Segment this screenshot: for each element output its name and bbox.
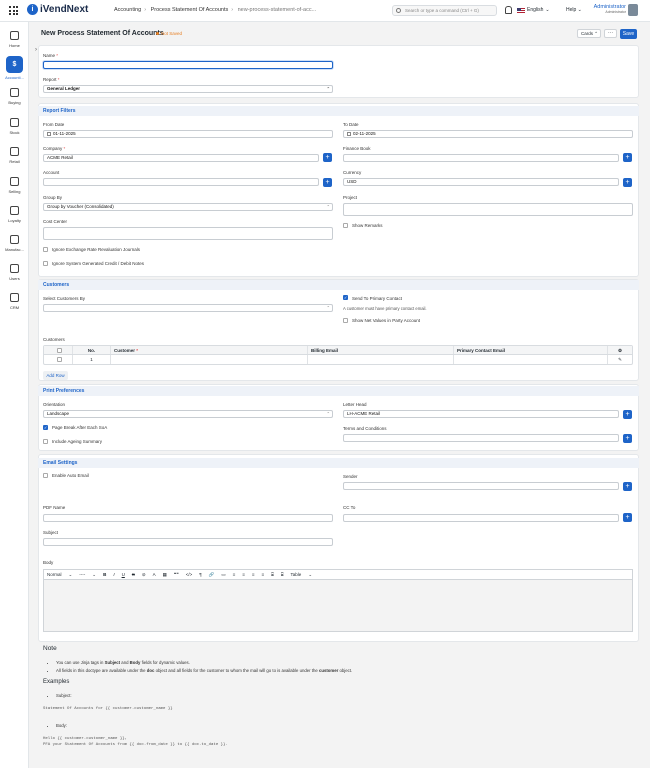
currency-input[interactable]: USD — [343, 178, 619, 186]
project-input[interactable] — [343, 203, 633, 216]
body-code-line: Hello {{ customer.customer_name }}, — [43, 737, 128, 741]
link-icon[interactable]: 🔗 — [208, 572, 215, 577]
cc-to-label: CC To — [343, 505, 356, 510]
sender-label: Sender — [343, 474, 358, 479]
editor-toolbar: Normal ⌄ ---- ⌄ B I U S ⊘ A ▦ ❝❞ </> ¶ 🔗 ▭ ≡ ≡ ≡ ≡ ⌸ ⌸ Table ⌄ — [43, 569, 633, 579]
breadcrumb-current: new-process-statement-of-acc... — [237, 7, 317, 13]
bold-icon[interactable]: B — [103, 572, 107, 577]
name-label: Name * — [43, 53, 59, 58]
subject-input[interactable] — [43, 538, 333, 546]
sidebar-toggle-icon[interactable]: › — [35, 47, 37, 53]
print-preferences-heading: Print Preferences — [38, 386, 639, 396]
breadcrumb-doctype[interactable]: Process Statement Of Accounts — [150, 7, 229, 13]
cc-to-input[interactable] — [343, 514, 619, 522]
us-flag-icon — [517, 8, 525, 13]
letter-head-label: Letter Head — [343, 402, 367, 407]
orientation-select[interactable]: Landscape ⌃ — [43, 410, 333, 418]
store-icon — [10, 147, 19, 156]
billing-email-cell[interactable] — [308, 355, 454, 364]
account-label: Account — [43, 170, 60, 175]
sidebar-item-manufacturing[interactable]: Manufac... — [0, 235, 29, 252]
pdf-name-input[interactable] — [43, 514, 333, 522]
terms-add-button[interactable]: + — [623, 434, 632, 443]
help-menu[interactable]: Help ⌄ — [566, 7, 582, 13]
sidebar-item-retail[interactable]: Retail — [0, 147, 29, 164]
select-customers-by-select[interactable] — [43, 304, 333, 312]
calendar-icon — [47, 132, 51, 136]
calendar-icon — [347, 132, 351, 136]
company-label: Company * — [43, 146, 66, 151]
add-row-button[interactable]: Add Row — [43, 371, 68, 380]
example-subject: • Subject: Statement Of Accounts for {{ customer.customer_name }} — [56, 693, 633, 711]
avatar[interactable] — [628, 4, 638, 16]
settings-icon[interactable]: ⚙ — [617, 348, 623, 353]
customers-heading: Customers — [38, 280, 639, 290]
outdent-icon[interactable]: ⌸ — [280, 572, 284, 577]
subject-code: Statement Of Accounts for {{ customer.customer_name }} — [43, 707, 173, 711]
format-select[interactable]: Normal — [47, 572, 62, 577]
sidebar — [0, 22, 29, 768]
to-date-label: To Date — [343, 122, 359, 127]
group-by-label: Group By — [43, 195, 63, 200]
terms-label: Terms and Conditions — [343, 426, 387, 431]
email-settings-heading: Email Settings — [38, 458, 639, 468]
sidebar-item-loyalty[interactable]: Loyalty — [0, 206, 29, 223]
bell-icon[interactable] — [505, 6, 512, 14]
terms-input[interactable] — [343, 434, 619, 442]
letter-head-add-button[interactable]: + — [623, 410, 632, 419]
quote-icon[interactable]: ❝❞ — [173, 572, 179, 577]
primary-email-cell[interactable] — [454, 355, 608, 364]
finance-book-label: Finance Book — [343, 146, 371, 151]
customers-table — [43, 345, 633, 365]
box-icon — [10, 118, 19, 127]
table-row[interactable]: 1 ✎ — [44, 355, 632, 364]
cart-icon — [10, 88, 19, 97]
check-list-icon[interactable]: ≡ — [251, 572, 255, 577]
sidebar-item-accounting[interactable]: $ Accounti... — [0, 56, 29, 80]
include-ageing-label: Include Ageing Summary — [52, 439, 103, 444]
breadcrumb: Accounting › Process Statement Of Accounts › new-process-statement-of-acc... — [114, 7, 317, 13]
customer-cell[interactable] — [111, 355, 308, 364]
table-header: No. Customer * Billing Email Primary Contact Email ⚙ — [44, 346, 632, 355]
send-to-primary-label: Send To Primary Contact — [352, 296, 402, 301]
search-icon — [396, 8, 401, 13]
sidebar-item-stock[interactable]: Stock — [0, 118, 29, 135]
image-icon[interactable]: ▭ — [221, 572, 226, 577]
finance-book-input[interactable] — [343, 154, 619, 162]
enable-auto-email-label: Enable Auto Email — [52, 473, 89, 478]
bullet-list-icon[interactable]: ≡ — [242, 572, 245, 577]
dollar-icon: $ — [6, 56, 23, 73]
align-icon[interactable]: ≡ — [261, 572, 265, 577]
show-net-values-label: Show Net Values in Party Account — [352, 318, 420, 323]
from-date-label: From Date — [43, 122, 65, 127]
subject-label: Subject — [43, 530, 59, 535]
ordered-list-icon[interactable]: ≡ — [232, 572, 236, 577]
ignore-sgcdn-checkbox[interactable] — [43, 261, 48, 266]
example-body: • Body: Hello {{ customer.customer_name }}, PFA your Statement Of Accounts from {{ doc.from_date }} to {{ doc.to_date }}. — [56, 723, 633, 747]
include-ageing-checkbox[interactable] — [43, 439, 48, 444]
underline-icon[interactable]: U — [121, 572, 125, 577]
examples-title: Examples — [43, 679, 70, 685]
orientation-label: Orientation — [43, 402, 66, 407]
users-icon — [10, 264, 19, 273]
note-item: • You can use Jinja tags in Subject and Body fields for dynamic values. — [56, 660, 633, 665]
indent-icon[interactable]: ⌸ — [271, 572, 274, 577]
account-input[interactable] — [43, 178, 319, 186]
send-to-primary-checkbox[interactable]: ✓ — [344, 295, 348, 300]
show-remarks-checkbox[interactable] — [343, 223, 348, 228]
currency-label: Currency — [343, 170, 362, 175]
breadcrumb-accounting[interactable]: Accounting — [114, 7, 142, 13]
pdf-name-label: PDF Name — [43, 505, 66, 510]
ignore-sgcdn-label: Ignore System Generated Credit / Debit Notes — [52, 261, 145, 266]
to-date-input[interactable]: 02-11-2025 — [343, 130, 633, 138]
row-checkbox[interactable] — [57, 357, 62, 362]
card-icon — [10, 206, 19, 215]
project-label: Project — [343, 195, 358, 200]
factory-icon — [10, 235, 19, 244]
group-by-select[interactable]: Group by Voucher (Consolidated) ⌃ — [43, 203, 333, 211]
paragraph-icon[interactable]: ¶ — [199, 572, 202, 577]
search-input[interactable]: Search or type a command (Ctrl + G) — [392, 5, 497, 16]
bg-color-icon[interactable]: ▦ — [162, 572, 167, 577]
body-code-line: PFA your Statement Of Accounts from {{ doc.from_date }} to {{ doc.to_date }}. — [43, 743, 228, 747]
language-selector[interactable]: English ⌄ — [517, 7, 550, 13]
table-select[interactable]: Table — [290, 572, 302, 577]
page-title: New Process Statement Of Accounts — [41, 30, 164, 37]
enable-auto-email-checkbox[interactable] — [43, 473, 48, 478]
report-select[interactable]: General Ledger ⌃ — [43, 85, 333, 93]
sidebar-item-selling[interactable]: Selling — [0, 177, 29, 194]
page-break-checkbox[interactable]: ✓ — [44, 425, 48, 430]
send-to-primary-note: A customer must have primary contact email. — [343, 306, 427, 311]
account-add-button[interactable]: + — [323, 178, 332, 187]
text-color-icon[interactable]: A — [152, 572, 156, 577]
finance-book-add-button[interactable]: + — [623, 153, 632, 162]
crm-icon — [10, 293, 19, 302]
sidebar-item-buying[interactable]: Buying — [0, 88, 29, 105]
body-editor[interactable] — [43, 579, 633, 632]
currency-add-button[interactable]: + — [623, 178, 632, 187]
clear-format-icon[interactable]: ⊘ — [141, 572, 146, 577]
select-all-checkbox[interactable] — [57, 348, 62, 353]
notes-title: Note — [43, 645, 57, 652]
letter-head-input[interactable]: LH-ACME Retail — [343, 410, 619, 418]
report-filters-heading: Report Filters — [38, 106, 639, 116]
home-icon — [10, 31, 19, 40]
notes-section — [43, 645, 633, 750]
sidebar-item-crm[interactable]: CRM — [0, 293, 29, 310]
sidebar-item-users[interactable]: Users — [0, 264, 29, 281]
user-menu[interactable]: Administrator Administrator — [593, 4, 626, 14]
status-badge: Not Saved — [156, 31, 182, 36]
page-break-label: Page Break After Each SoA — [52, 425, 108, 430]
cards-button[interactable]: Cards ⌃ — [577, 29, 601, 38]
company-add-button[interactable]: + — [323, 153, 332, 162]
save-button[interactable]: Save — [620, 29, 637, 39]
sender-input[interactable] — [343, 482, 619, 490]
customers-table-label: Customers — [43, 337, 65, 342]
edit-row-icon[interactable]: ✎ — [618, 357, 622, 362]
app-grid-icon[interactable] — [9, 6, 18, 15]
ignore-erj-label: Ignore Exchange Rate Revaluation Journals — [52, 247, 141, 252]
body-label: Body — [43, 560, 54, 565]
code-icon[interactable]: </> — [185, 572, 193, 577]
app-logo[interactable]: i iVendNext — [27, 4, 88, 15]
company-input[interactable]: ACME Retail — [43, 154, 319, 162]
cost-center-input[interactable] — [43, 227, 333, 240]
note-item: • All fields in this doctype are available under the doc object and all fields for the customer to whom the mail will go to is available under the customer object. — [56, 668, 633, 673]
italic-icon[interactable]: I — [113, 572, 115, 577]
customers-card — [38, 279, 639, 381]
strike-icon[interactable]: S — [131, 572, 135, 577]
report-label: Report * — [43, 77, 60, 82]
from-date-input[interactable]: 01-11-2025 — [43, 130, 333, 138]
show-net-values-checkbox[interactable] — [343, 318, 348, 323]
ignore-erj-checkbox[interactable] — [43, 247, 48, 252]
sidebar-item-home[interactable]: Home — [0, 31, 29, 48]
select-customers-by-label: Select Customers By — [43, 296, 86, 301]
top-navbar — [0, 0, 650, 22]
cc-to-add-button[interactable]: + — [623, 513, 632, 522]
divider-select[interactable]: ---- — [79, 572, 86, 577]
tag-icon — [10, 177, 19, 186]
show-remarks-label: Show Remarks — [352, 223, 383, 228]
sender-add-button[interactable]: + — [623, 482, 632, 491]
more-button[interactable]: ··· — [604, 29, 617, 38]
cost-center-label: Cost Center — [43, 219, 68, 224]
name-input[interactable] — [43, 61, 333, 69]
